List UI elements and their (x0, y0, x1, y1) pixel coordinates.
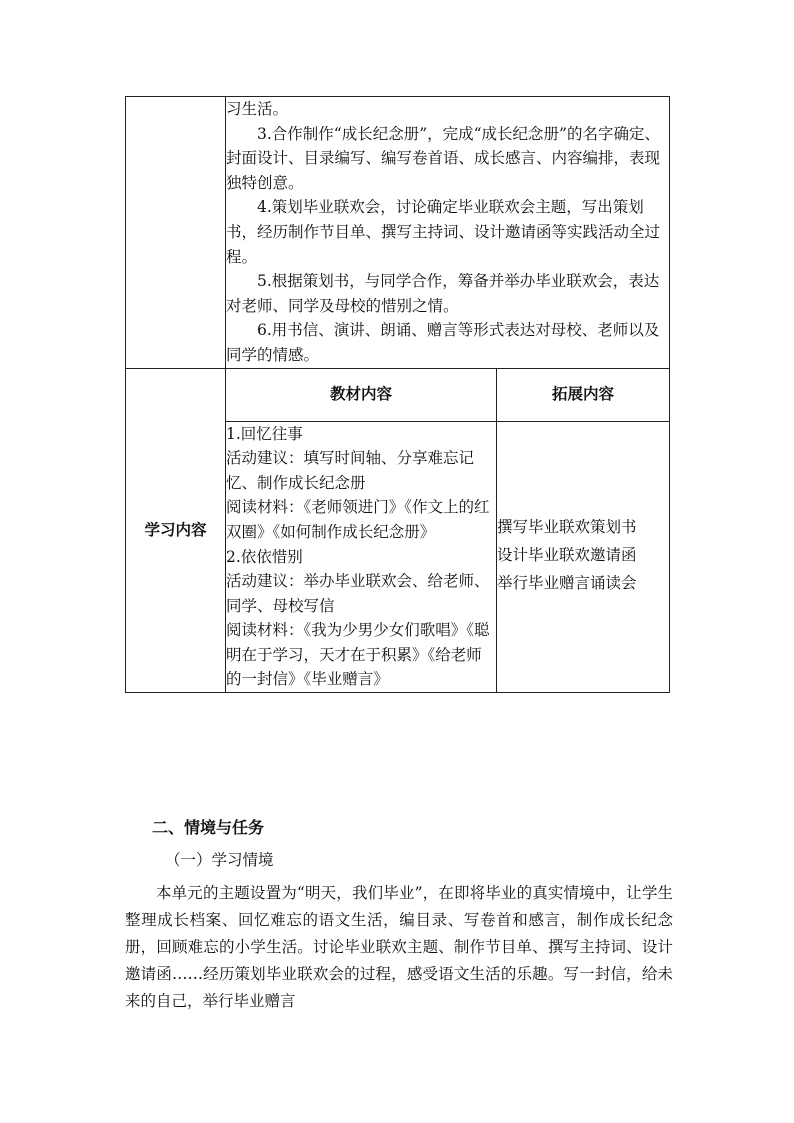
header-row (126, 368, 670, 421)
textbook-line: 活动建议：举办毕业联欢会、给老师、同学、母校写信 (226, 572, 490, 615)
goals-cell (226, 97, 670, 369)
extension-line: 设计毕业联欢邀请函 (497, 546, 637, 564)
goal-item-6: 6.用书信、演讲、朗诵、赠言等形式表达对母校、老师以及同学的情感。 (226, 321, 660, 364)
textbook-content-cell (226, 421, 497, 693)
goal-item-3: 3.合作制作“成长纪念册”，完成“成长纪念册”的名字确定、封面设计、目录编写、编写卷首语、成长感言、内容编排，表现独特创意。 (226, 124, 661, 192)
extension-content-cell (497, 421, 670, 693)
learning-content-label: 学习内容 (126, 368, 226, 693)
extension-content-header: 拓展内容 (497, 368, 670, 421)
goals-label-cell (126, 97, 226, 369)
textbook-content-header: 教材内容 (226, 368, 497, 421)
course-plan-table (125, 96, 670, 693)
body-paragraph: 本单元的主题设置为“明天，我们毕业”，在即将毕业的真实情境中，让学生整理成长档案、回忆难忘的语文生活，编目录、写卷首和感言，制作成长纪念册，回顾难忘的小学生活。讨论毕业联欢主题、制作节目单、撰写主持词、设计邀请函……经历策划毕业联欢会的过程，感受语文生活的乐趣。写一封信，给未来的自己，举行毕业赠言 (125, 884, 673, 1010)
goal-item-5: 5.根据策划书，与同学合作，筹备并举办毕业联欢会，表达对老师、同学及母校的惜别之情。 (226, 272, 660, 315)
textbook-line: 1.回忆往事 (226, 424, 303, 443)
textbook-line: 2.依依惜别 (226, 547, 303, 566)
textbook-line: 阅读材料：《老师领进门》《作文上的红双圈》《如何制作成长纪念册》 (226, 498, 490, 541)
subsection-heading: （一）学习情境 (165, 851, 274, 869)
goals-row (126, 97, 670, 369)
goal-item-4: 4.策划毕业联欢会，讨论确定毕业联欢会主题，写出策划书，经历制作节目单、撰写主持词、设计邀请函等实践活动全过程。 (226, 198, 661, 266)
goal-line: 习生活。 (226, 100, 289, 118)
extension-line: 撰写毕业联欢策划书 (497, 518, 637, 537)
textbook-line: 阅读材料：《我为少男少女们歌唱》《聪明在于学习，天才在于积累》《给老师的一封信》《毕业赠言》 (226, 621, 490, 689)
section-heading: 二、情境与任务 (152, 818, 265, 837)
textbook-line: 活动建议：填写时间轴、分享难忘记忆、制作成长纪念册 (226, 449, 475, 492)
extension-line: 举行毕业赠言诵读会 (497, 573, 637, 592)
